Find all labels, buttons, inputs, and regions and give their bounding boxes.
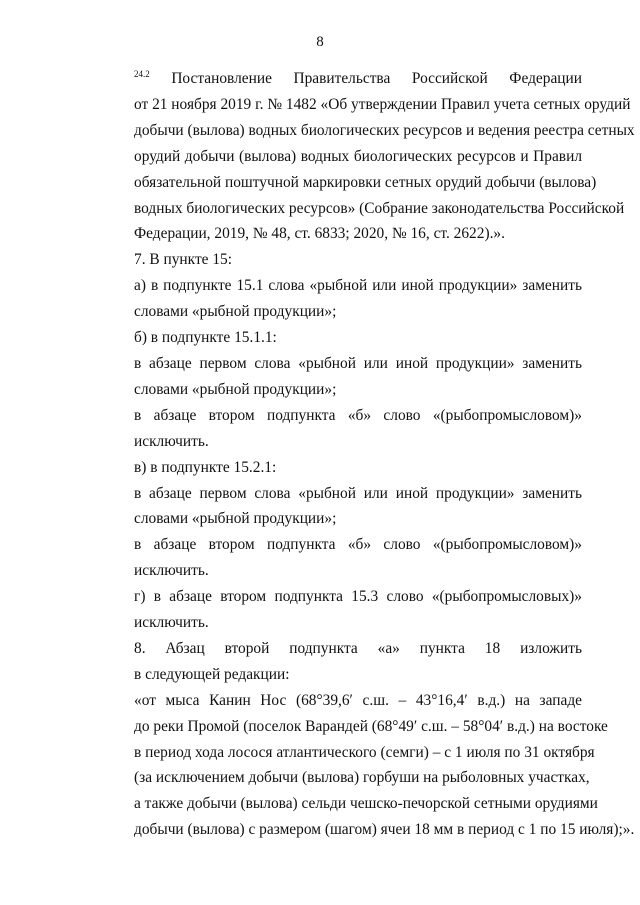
paragraph-subitem-v bbox=[94, 455, 582, 481]
text-line: г) в абзаце втором подпункта 15.3 слово «(рыбопромысловых)» bbox=[134, 588, 582, 606]
text-line: б) в подпункте 15.1.1: bbox=[134, 329, 277, 347]
text-line: до реки Промой (поселок Варандей (68°49′ с.ш. – 58°04′ в.д.) на востоке bbox=[134, 717, 608, 735]
text-line: в абзаце первом слова «рыбной или иной продукции» заменить bbox=[134, 484, 582, 502]
text-line: в абзаце втором подпункта «б» слово «(рыбопромысловом)» bbox=[134, 536, 582, 554]
page-number: 8 bbox=[316, 34, 324, 50]
text-line: (за исключением добычи (вылова) горбуши на рыболовных участках, bbox=[134, 769, 590, 787]
document-body bbox=[94, 66, 635, 843]
paragraph-subitem-a bbox=[94, 273, 582, 325]
text-line: исключить. bbox=[134, 432, 209, 450]
text-line: а) в подпункте 15.1 слова «рыбной или иной продукции» заменить bbox=[134, 277, 582, 295]
text-line: «от мыса Канин Нос (68°39,6′ с.ш. – 43°16,4′ в.д.) на западе bbox=[134, 691, 582, 709]
text-line: а также добычи (вылова) сельди чешско-печорской сетными орудиями bbox=[134, 795, 598, 813]
paragraph-v-second-abzac bbox=[94, 532, 582, 584]
text-line: от 21 ноября 2019 г. № 1482 «Об утверждении Правил учета сетных орудий bbox=[134, 95, 631, 113]
text-line: добычи (вылова) с размером (шагом) ячеи 18 мм в период с 1 по 15 июля);». bbox=[134, 821, 635, 839]
text-line: обязательной поштучной маркировки сетных орудий добычи (вылова) bbox=[134, 173, 597, 191]
text-line: 7. В пункте 15: bbox=[134, 251, 233, 269]
text-line: словами «рыбной продукции»; bbox=[134, 510, 337, 528]
paragraph-item-8 bbox=[94, 636, 582, 688]
text-line: $^{24.2}$ Постановление Правительства Российской Федерации bbox=[134, 69, 582, 87]
text-line: в абзаце первом слова «рыбной или иной продукции» заменить bbox=[134, 354, 582, 372]
text-line: добычи (вылова) водных биологических ресурсов и ведения реестра сетных bbox=[134, 121, 635, 139]
paragraph-b-first-abzac bbox=[94, 351, 582, 403]
text-line: в) в подпункте 15.2.1: bbox=[134, 458, 277, 476]
paragraph-v-first-abzac bbox=[94, 481, 582, 533]
text-line: 8. Абзац второй подпункта «а» пункта 18 изложить bbox=[134, 639, 582, 657]
text-line: в абзаце втором подпункта «б» слово «(рыбопромысловом)» bbox=[134, 406, 582, 424]
text-line: в период хода лосося атлантического (семги) – с 1 июля по 31 октября bbox=[134, 743, 595, 761]
paragraph-footnote-24-2 bbox=[94, 66, 635, 247]
paragraph-subitem-g bbox=[94, 584, 582, 636]
text-line: водных биологических ресурсов» (Собрание законодательства Российской bbox=[134, 199, 625, 217]
text-line: словами «рыбной продукции»; bbox=[134, 303, 337, 321]
text-line: в следующей редакции: bbox=[134, 665, 290, 683]
footnote-marker: 24.2 bbox=[134, 69, 150, 79]
paragraph-subitem-b bbox=[94, 325, 582, 351]
paragraph-new-wording bbox=[94, 688, 635, 843]
paragraph-item-7 bbox=[94, 247, 582, 273]
text-line: орудий добычи (вылова) водных биологических ресурсов и Правил bbox=[134, 147, 582, 165]
paragraph-b-second-abzac bbox=[94, 403, 582, 455]
text-line: исключить. bbox=[134, 614, 209, 632]
text-line: исключить. bbox=[134, 562, 209, 580]
text-line: Федерации, 2019, № 48, ст. 6833; 2020, № 16, ст. 2622).». bbox=[134, 225, 505, 243]
text-line: словами «рыбной продукции»; bbox=[134, 380, 337, 398]
